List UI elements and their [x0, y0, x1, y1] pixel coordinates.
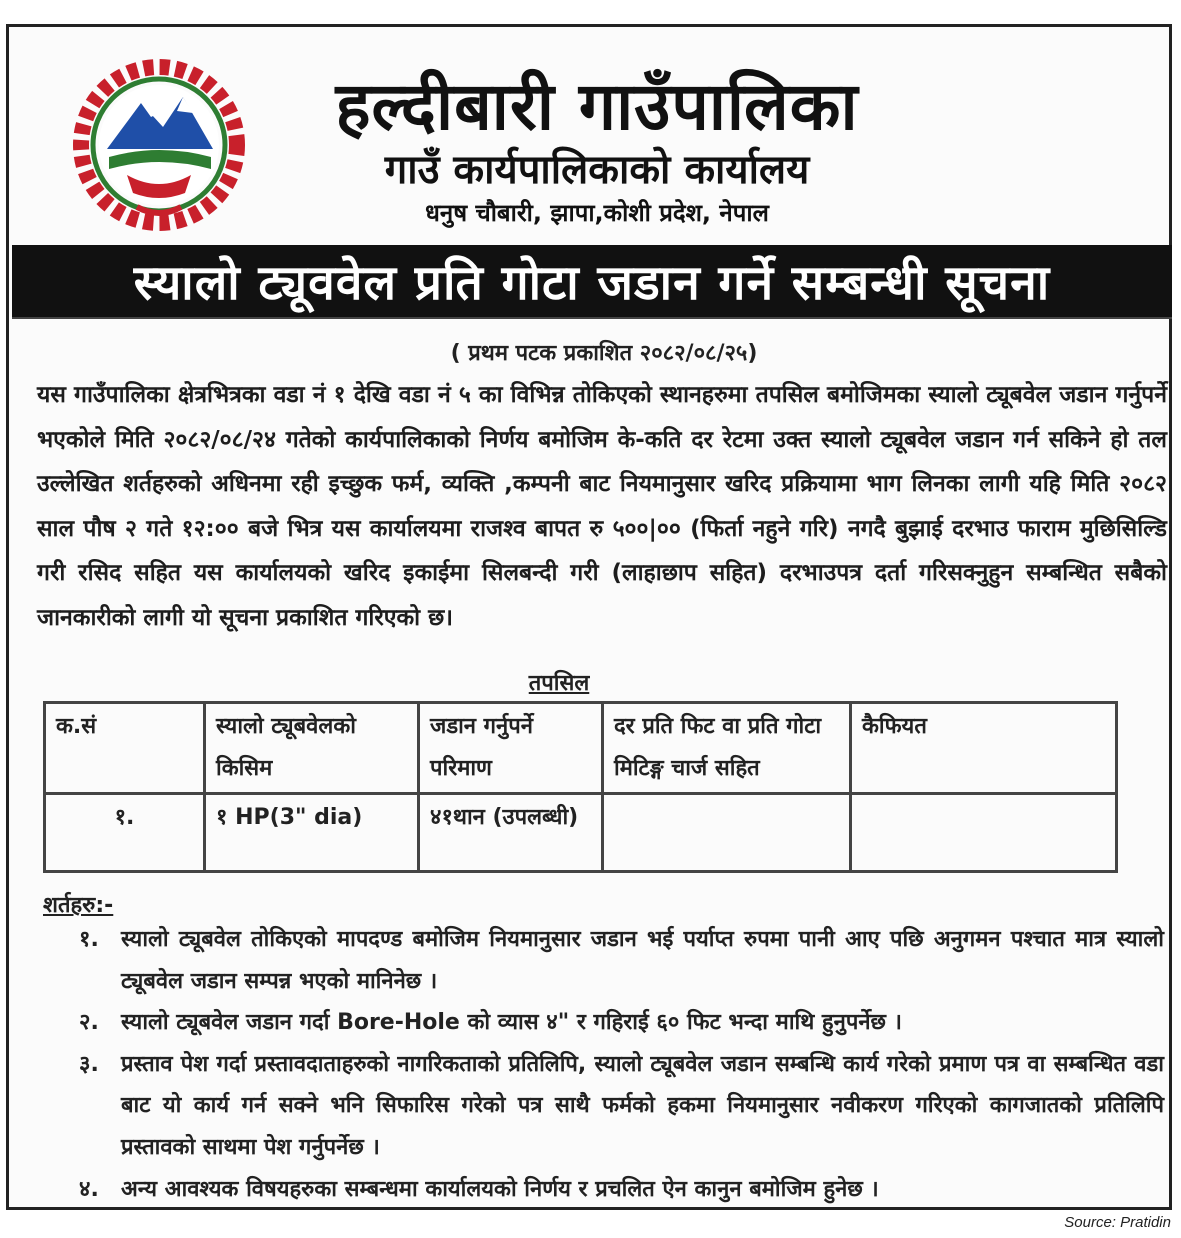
table-caption: तपसिल — [528, 671, 590, 696]
item-number: ३. — [79, 1051, 99, 1077]
table-cell: ४१थान (उपलब्धी) — [419, 794, 603, 872]
item-number: २. — [79, 1010, 99, 1036]
item-text: स्यालो ट्यूबवेल जडान गर्दा Bore-Hole को व्यास ४" र गहिराई ६० फिट भन्दा माथि हुनुपर्नेछ । — [121, 1010, 902, 1036]
table-cell — [851, 794, 1117, 872]
column-header: क.सं — [45, 703, 205, 794]
government-emblem-icon — [67, 57, 251, 233]
list-item — [79, 1169, 1164, 1211]
conditions-list — [79, 919, 1164, 1210]
table-cell — [603, 794, 851, 872]
table-row — [45, 794, 1117, 872]
list-item — [79, 1044, 1164, 1169]
schedule-table — [43, 701, 1118, 873]
item-number: ४. — [79, 1176, 99, 1202]
table-cell: १. — [45, 794, 205, 872]
notice-title: स्यालो ट्यूववेल प्रति गोटा जडान गर्ने सम्बन्धी सूचना — [133, 254, 1051, 311]
emblem-ribbon — [137, 207, 181, 213]
column-header: स्यालो ट्यूबवेलको किसिम — [205, 703, 419, 794]
source-credit: Source: Pratidin — [1064, 1214, 1171, 1231]
list-item — [79, 1002, 1164, 1044]
notice-body: यस गाउँपालिका क्षेत्रभित्रका वडा नं १ देखि वडा नं ५ का विभिन्न तोकिएको स्थानहरुमा तपसिल बमोजिमका स्यालो ट्यूबवेल जडान गर्नुपर्ने भएकोले मिति २०८२/०८/२४ गतेको कार्यपालिकाको निर्णय बमोजिम के-कति दर रेटमा उक्त स्यालो ट्यूबवेल जडान गर्न सकिने हो तल उल्लेखित शर्तहरुको अधिनमा रही इच्छुक फर्म, व्यक्ति ,कम्पनी बाट नियमानुसार खरिद प्रक्रियामा भाग लिनका लागी यहि मिति २०८२ साल पौष २ गते १२:०० बजे भित्र यस कार्यालयमा राजश्व बापत रु ५००|०० (फिर्ता नहुने गरि) नगदै बुझाई दरभाउ फाराम मुछिसिल्डि गरी रसिद सहित यस कार्यालयको खरिद इकाईमा सिलबन्दी गरी (लाहाछाप सहित) दरभाउपत्र दर्ता गरिसक्नुहुन सम्बन्धित सबैको जानकारीको लागी यो सूचना प्रकाशित गरिएको छ। — [37, 382, 1167, 631]
office-address: धनुष चौबारी, झापा,कोशी प्रदेश, नेपाल — [425, 199, 769, 227]
column-header: कैफियत — [851, 703, 1117, 794]
column-header: दर प्रति फिट वा प्रति गोटा मिटिङ्ग चार्ज सहित — [603, 703, 851, 794]
conditions-label: शर्तहरु:- — [43, 893, 114, 918]
publication-date: ( प्रथम पटक प्रकाशित २०८२/०८/२५) — [450, 341, 758, 366]
item-text: स्यालो ट्यूबवेल तोकिएको मापदण्ड बमोजिम नियमानुसार जडान भई पर्याप्त रुपमा पानी आए पछि अनुगमन पश्चात मात्र स्यालो ट्यूबवेल जडान सम्पन्न भएको मानिनेछ । — [121, 927, 1164, 994]
list-item — [79, 919, 1164, 1002]
item-text: अन्य आवश्यक विषयहरुका सम्बन्धमा कार्यालयको निर्णय र प्रचलित ऐन कानुन बमोजिम हुनेछ । — [121, 1176, 879, 1202]
item-text: प्रस्ताव पेश गर्दा प्रस्तावदाताहरुको नागरिकताको प्रतिलिपि, स्यालो ट्यूबवेल जडान सम्बन्धि कार्य गरेको प्रमाण पत्र वा सम्बन्धित वडा बाट यो कार्य गर्न सक्ने भनि सिफारिस गरेको पत्र साथै फर्मको हकमा नियमानुसार नवीकरण गरिएको कागजातको प्रतिलिपि प्रस्तावको साथमा पेश गर्नुपर्नेछ । — [121, 1051, 1164, 1160]
table-header-row — [45, 703, 1117, 794]
table-cell: १ HP(3" dia) — [205, 794, 419, 872]
item-number: १. — [79, 927, 99, 952]
notice-title-bar — [12, 245, 1172, 319]
column-header: जडान गर्नुपर्ने परिमाण — [419, 703, 603, 794]
organization-name: हल्दीबारी गाउँपालिका — [335, 68, 859, 145]
notice-frame — [6, 24, 1172, 1210]
office-name: गाउँ कार्यपालिकाको कार्यालय — [384, 147, 810, 193]
